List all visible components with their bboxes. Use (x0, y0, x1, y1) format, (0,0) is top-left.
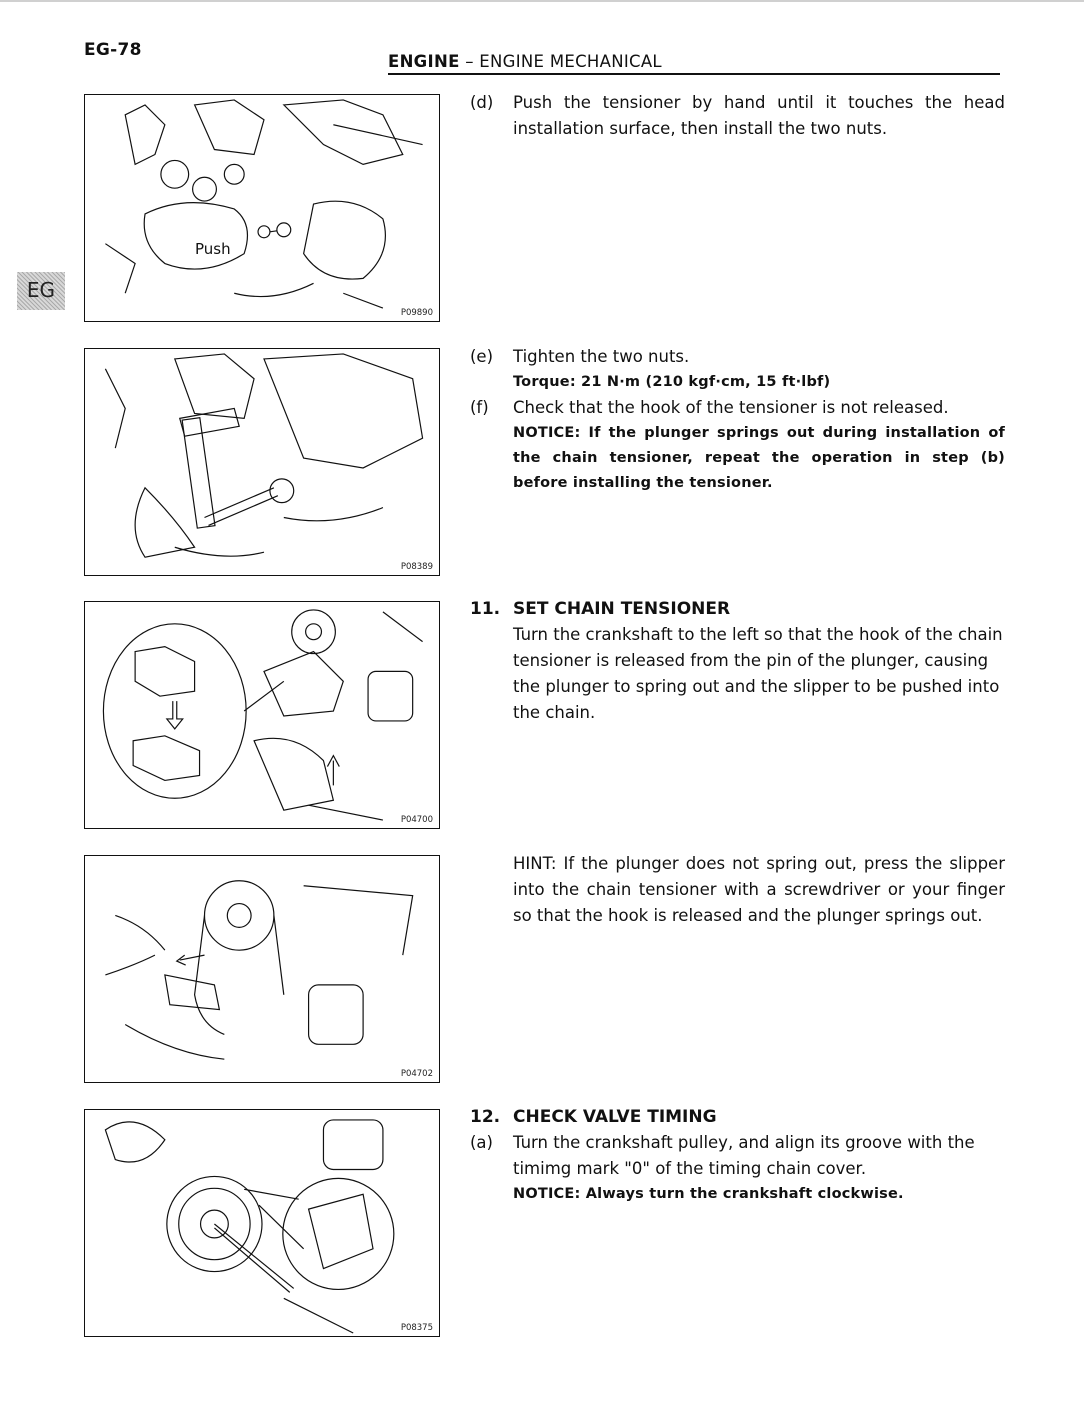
push-label: Push (195, 240, 231, 258)
engine-illustration-3 (85, 602, 439, 828)
figure-code: P08375 (400, 1323, 433, 1333)
step-d (470, 90, 1005, 142)
step-12a-notice: NOTICE: Always turn the crankshaft clockwise. (513, 1186, 904, 1202)
step-e (470, 344, 1005, 395)
step-f (470, 395, 1005, 496)
section-side-tab: EG (17, 272, 65, 310)
header-rule (388, 73, 1000, 75)
figure-torque-wrench (84, 348, 440, 576)
step-e-text: Tighten the two nuts. (513, 347, 690, 366)
figure-code: P04702 (400, 1069, 433, 1079)
step-f-label: (f) (470, 398, 489, 417)
step-e-label: (e) (470, 347, 494, 366)
step-11 (470, 596, 1005, 726)
section-header (388, 52, 662, 71)
figure-push-tensioner (84, 94, 440, 322)
figure-set-chain-tensioner (84, 601, 440, 829)
page-number: EG-78 (84, 40, 142, 60)
section-header-bold: ENGINE (388, 52, 460, 71)
engine-illustration-2 (85, 349, 439, 575)
step-f-text: Check that the hook of the tensioner is not released. (513, 398, 949, 417)
figure-plunger-slipper (84, 855, 440, 1083)
hint-text: HINT: If the plunger does not spring out, press the slipper into the chain tensioner with a screwdriver or your finger so that the hook is released and the plunger springs out. (513, 854, 1005, 925)
figure-code: P04700 (400, 815, 433, 825)
step-11-text: Turn the crankshaft to the left so that the hook of the chain tensioner is released from the pin of the plunger, causing the plunger to spring out and the slipper to be pushed into the chain. (513, 625, 1003, 722)
section-header-rest: – ENGINE MECHANICAL (459, 52, 662, 71)
engine-illustration-5 (85, 1110, 439, 1336)
step-d-text: Push the tensioner by hand until it touches the head installation surface, then install the two nuts. (513, 93, 1005, 138)
step-12a-text: Turn the crankshaft pulley, and align its groove with the timimg mark "0" of the timing chain cover. (513, 1133, 975, 1178)
step-12 (470, 1104, 1005, 1130)
torque-spec: Torque: 21 N·m (210 kgf·cm, 15 ft·lbf) (513, 374, 831, 390)
step-12a (470, 1130, 1005, 1207)
step-11-number: 11. (470, 599, 501, 619)
step-11-title: SET CHAIN TENSIONER (513, 599, 731, 619)
step-12-title: CHECK VALVE TIMING (513, 1107, 717, 1127)
page-top-border (0, 0, 1084, 2)
step-d-label: (d) (470, 93, 494, 112)
figure-code: P08389 (400, 562, 433, 572)
step-12-number: 12. (470, 1107, 501, 1127)
engine-illustration-1 (85, 95, 439, 321)
engine-illustration-4 (85, 856, 439, 1082)
hint-block (470, 851, 1005, 929)
step-f-notice: NOTICE: If the plunger springs out during installation of the chain tensioner, repeat the operation in step (b) before installing the tensioner. (513, 425, 1005, 491)
figure-code: P09890 (400, 308, 433, 318)
step-12a-label: (a) (470, 1133, 493, 1152)
figure-timing-mark (84, 1109, 440, 1337)
